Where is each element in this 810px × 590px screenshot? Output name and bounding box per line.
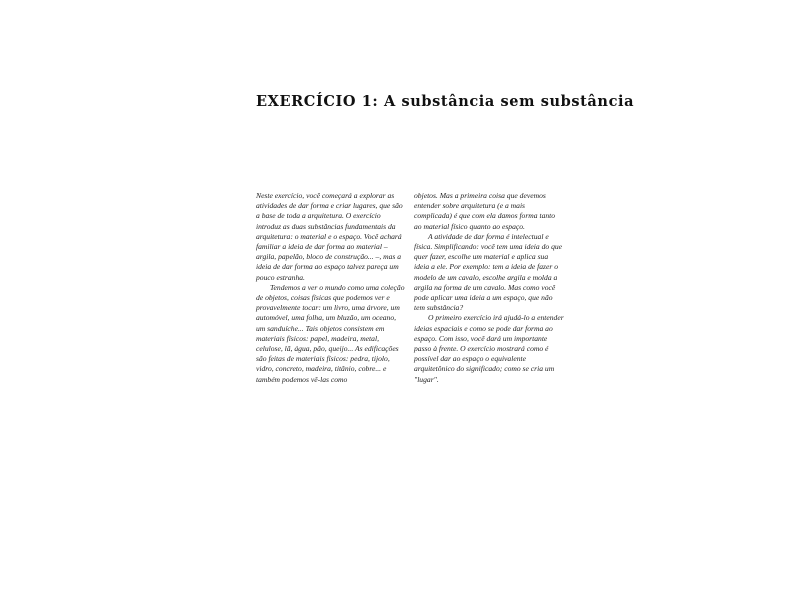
exercise-title: EXERCÍCIO 1: A substância sem substância <box>256 93 635 110</box>
text-column-right <box>414 191 564 385</box>
paragraph-giving-form: A atividade de dar forma é intelectual e física. Simplificando: você tem uma ideia do que quer fazer, escolhe um material e aplica sua ideia a ele. Por exemplo: tem a ideia de fazer o modelo de um cavalo, escolhe argila e molda a argila na forma de um cavalo. Mas como você pode aplicar uma ideia a um espaço, que não tem substância? <box>414 231 563 313</box>
paragraph-first-exercise: O primeiro exercício irá ajudá-lo a entender ideias espaciais e como se pode dar forma ao espaço. Com isso, você dará um importante passo à frente. O exercício mostrará como é possível dar ao espaço o equivalente arquitetônico do significado; como se cria um "lugar". <box>414 313 564 384</box>
paragraph-objects-continued: objetos. Mas a primeira coisa que devemos entender sobre arquitetura (e a mais complicada) é que com ela damos forma tanto ao material físico quanto ao espaço. <box>414 191 556 231</box>
text-column-left <box>256 191 406 385</box>
paragraph-objects: Tendemos a ver o mundo como uma coleção de objetos, coisas físicas que podemos ver e provavelmente tocar: um livro, uma árvore, um automóvel, uma folha, um bluzão, um oceano, um sanduíche... Tais objetos consistem em materiais físicos: papel, madeira, metal, celulose, lã, água, pão, queijo... As edificações são feitas de materiais físicos: pedra, tijolo, vidro, concreto, madeira, titânio, cobre... e também podemos vê-las como <box>256 282 405 384</box>
paragraph-introduction: Neste exercício, você começará a explorar as atividades de dar forma e criar lugares, que são a base de toda a arquitetura. O exercício introduz as duas substâncias fundamentais da arquitetura: o material e o espaço. Você achará familiar a ideia de dar forma ao material – argila, papelão, bloco de construção... –, mas a ideia de dar forma ao espaço talvez pareça um pouco estranha. <box>256 191 403 282</box>
